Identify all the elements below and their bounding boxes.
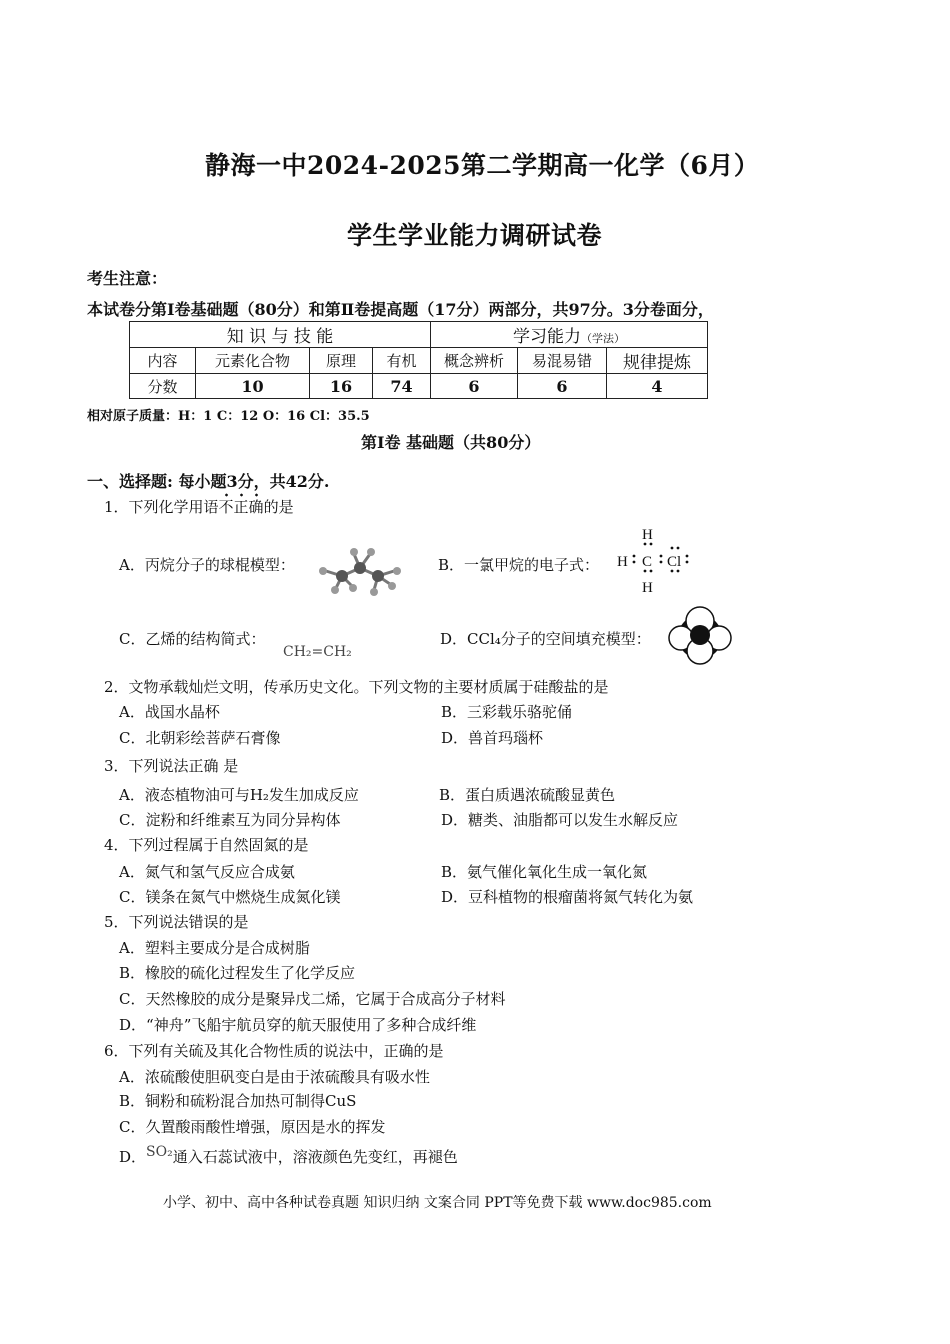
q5-option-b: B．橡胶的硫化过程发生了化学反应: [119, 964, 356, 982]
table-col-4: 易混易错: [518, 348, 607, 374]
table-group-knowledge: 知 识 与 技 能: [130, 322, 431, 348]
q4-option-c: C．镁条在氮气中燃烧生成氮化镁: [119, 888, 341, 906]
notice-text: 本试卷分第Ⅰ卷基础题（80分）和第Ⅱ卷提高题（17分）两部分，共97分。3分卷面分，: [87, 300, 714, 319]
q3-option-d: D．糖类、油脂都可以发生水解反应: [441, 811, 679, 829]
q5-option-d: D．“神舟”飞船宇航员穿的航天服使用了多种合成纤维: [119, 1016, 477, 1034]
q2-option-c: C．北朝彩绘菩萨石膏像: [119, 729, 281, 747]
q5-option-a: A．塑料主要成分是合成树脂: [119, 939, 310, 957]
section1-title: 第Ⅰ卷 基础题（共80分）: [361, 433, 541, 452]
table-col-5: 规律提炼: [607, 348, 708, 374]
svg-text:H: H: [642, 527, 653, 543]
part1-title: 一、选择题: 每小题3分，共42分.: [87, 472, 330, 491]
page-title: 静海一中2024-2025第二学期高一化学（6月）: [205, 151, 760, 180]
q1-option-d: D．CCl₄分子的空间填充模型：: [440, 630, 651, 648]
q3-option-b: B．蛋白质遇浓硫酸显黄色: [439, 786, 616, 804]
q6-stem: 6．下列有关硫及其化合物性质的说法中，正确的是: [104, 1042, 444, 1060]
so2-formula: SO₂: [146, 1144, 173, 1160]
page-subtitle: 学生学业能力调研试卷: [347, 221, 603, 250]
table-col-1: 原理: [310, 348, 373, 374]
q3-option-a: A．液态植物油可与H₂发生加成反应: [119, 786, 359, 804]
table-row-label-score: 分数: [130, 374, 196, 399]
q2-stem: 2．文物承载灿烂文明，传承历史文化。下列文物的主要材质属于硅酸盐的是: [104, 678, 609, 696]
q6-option-d-text: 通入石蕊试液中，溶液颜色先变红，再褪色: [172, 1148, 458, 1166]
svg-text:H: H: [617, 554, 628, 570]
q6-option-c: C．久置酸雨酸性增强，原因是水的挥发: [119, 1118, 386, 1136]
q5-option-c: C．天然橡胶的成分是聚异戊二烯，它属于合成高分子材料: [119, 990, 506, 1008]
q2-option-a: A．战国水晶杯: [119, 703, 220, 721]
ccl4-space-filling-model: [668, 604, 732, 666]
q6-option-a: A．浓硫酸使胆矾变白是由于浓硫酸具有吸水性: [119, 1068, 430, 1086]
svg-text:Cl: Cl: [667, 554, 682, 570]
table-score-1: 16: [310, 374, 373, 399]
q1-option-c: C．乙烯的结构简式：: [119, 630, 266, 648]
atomic-mass: 相对原子质量：H：1 C：12 O：16 Cl：35.5: [87, 409, 370, 424]
table-score-5: 4: [607, 374, 708, 399]
q1-stem-pre: 1．下列化学用语: [104, 498, 219, 516]
q4-option-d: D．豆科植物的根瘤菌将氮气转化为氨: [441, 888, 694, 906]
q6-option-d: [119, 1146, 458, 1167]
table-row-label-content: 内容: [130, 348, 196, 374]
table-group-ability-small: （学法）: [581, 332, 625, 345]
table-col-2: 有机: [373, 348, 431, 374]
table-col-3: 概念辨析: [431, 348, 518, 374]
q2-option-b: B．三彩载乐骆驼俑: [441, 703, 573, 721]
q6-option-d-prefix: D．: [119, 1148, 147, 1166]
q4-option-a: A．氮气和氢气反应合成氨: [119, 863, 295, 881]
q1-stem-post: 的是: [263, 498, 294, 516]
q3-stem: 3．下列说法正确 是: [104, 757, 239, 775]
table-score-0: 10: [196, 374, 310, 399]
q1-stem-emphasis: 不正确: [219, 492, 264, 516]
svg-text:C: C: [642, 554, 653, 570]
svg-text:H: H: [642, 580, 653, 596]
propane-ball-stick-model: [314, 546, 406, 596]
q1-option-a: A．丙烷分子的球棍模型：: [119, 556, 295, 574]
q2-option-d: D．兽首玛瑙杯: [441, 729, 544, 747]
footer: 小学、初中、高中各种试卷真题 知识归纳 文案合同 PPT等免费下载 www.doc985.com: [163, 1195, 712, 1211]
table-score-3: 6: [431, 374, 518, 399]
ethylene-formula: CH₂=CH₂: [283, 644, 352, 660]
table-score-2: 74: [373, 374, 431, 399]
score-table: [129, 321, 708, 399]
notice-label: 考生注意：: [87, 269, 168, 288]
q1-option-b: B．一氯甲烷的电子式：: [438, 556, 600, 574]
table-group-ability: [431, 322, 708, 348]
q1-stem: [104, 496, 294, 517]
q3-option-c: C．淀粉和纤维素互为同分异构体: [119, 811, 341, 829]
q6-option-b: B．铜粉和硫粉混合加热可制得CuS: [119, 1092, 357, 1110]
table-col-0: 元素化合物: [196, 348, 310, 374]
table-score-4: 6: [518, 374, 607, 399]
table-group-ability-label: 学习能力: [513, 327, 581, 347]
q5-stem: 5．下列说法错误的是: [104, 913, 249, 931]
q4-option-b: B．氨气催化氧化生成一氧化氮: [441, 863, 648, 881]
q4-stem: 4．下列过程属于自然固氮的是: [104, 836, 309, 854]
chloromethane-electron-formula: [612, 526, 702, 596]
